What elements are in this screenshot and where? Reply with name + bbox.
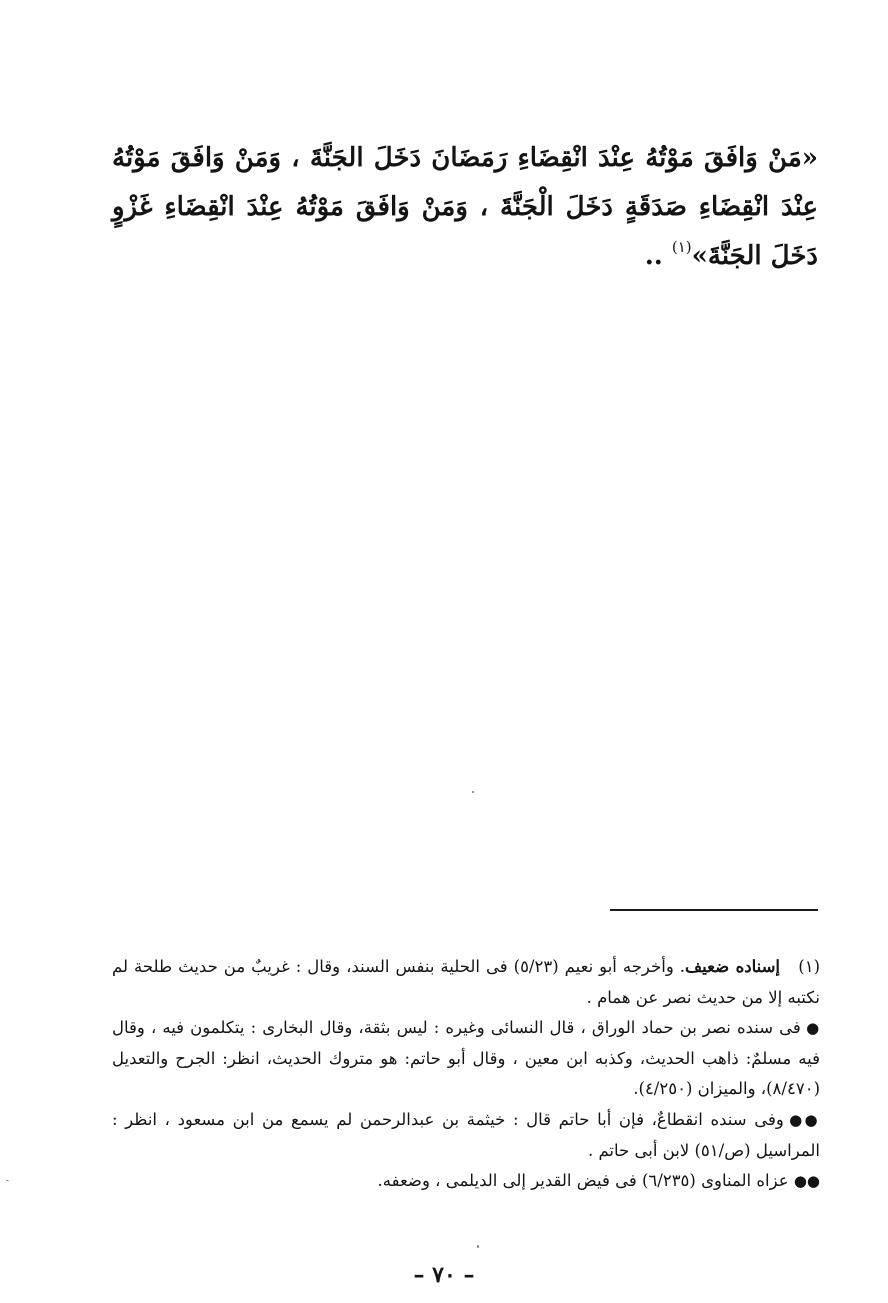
- bullet-icon: ●: [806, 1019, 821, 1038]
- scan-speck: [477, 1245, 479, 1248]
- footnote-1-text: . وأخرجه أبو نعيم (٥/٢٣) فى الحلية بنفس السند، وقال : غريبٌ من حديث طلحة لم نكتبه إلا من حديث نصر عن همام .: [112, 957, 820, 1007]
- hadith-text: [112, 134, 818, 281]
- footnote-note-text: عزاه المناوى (٦/٢٣٥) فى فيض القدير إلى الديلمى ، وضعفه.: [377, 1171, 794, 1191]
- double-bullet-icon: ●●: [793, 1172, 820, 1191]
- footnote-number: (١): [798, 957, 820, 976]
- hadith-body: «مَنْ وَافَقَ مَوْتُهُ عِنْدَ انْقِضَاءِ رَمَضَانَ دَخَلَ الجَنَّةَ ، وَمَنْ وَافَقَ مَوْتُهُ عِنْدَ انْقِضَاءِ صَدَقَةٍ دَخَلَ الْجَنَّةَ ، وَمَنْ وَافَقَ مَوْتُهُ عِنْدَ انْقِضَاءِ غَزْوٍ دَخَلَ الجَنَّةَ»: [112, 143, 818, 271]
- footnote-note-text: وفى سنده انقطاعٌ، فإن أبا حاتم قال : خيثمة بن عبدالرحمن لم يسمع من ابن مسعود ، انظر : المراسيل (ص/٥١) لابن أبى حاتم .: [112, 1109, 820, 1160]
- scan-speck: [6, 1180, 9, 1181]
- footnote-marker: (١): [671, 238, 692, 256]
- footnote-note-text: فى سنده نصر بن حماد الوراق ، قال النسائى وغيره : ليس بثقة، وقال البخارى : يتكلمون فيه ، وقال فيه مسلمٌ: ذاهب الحديث، وكذبه ابن معين ، وقال أبو حاتم: هو متروك الحديث، انظر: الجرح والتعديل (٨/٤٧٠)، والميزان (٤/٢٥٠).: [112, 1018, 820, 1099]
- footnotes: [112, 952, 820, 1197]
- footnote-note-1: [112, 1013, 820, 1105]
- footnote-1: [112, 952, 820, 1013]
- footnote-separator: [610, 909, 818, 911]
- double-bullet-icon: ●●: [789, 1110, 821, 1129]
- footnote-verdict: إسناده ضعيف: [685, 957, 780, 976]
- scan-speck: [472, 791, 474, 793]
- hadith-trailing: ..: [644, 241, 672, 271]
- footnote-note-2: [112, 1105, 820, 1166]
- page-number: – ٧٠ –: [413, 1262, 475, 1288]
- footnote-note-3: [112, 1166, 820, 1197]
